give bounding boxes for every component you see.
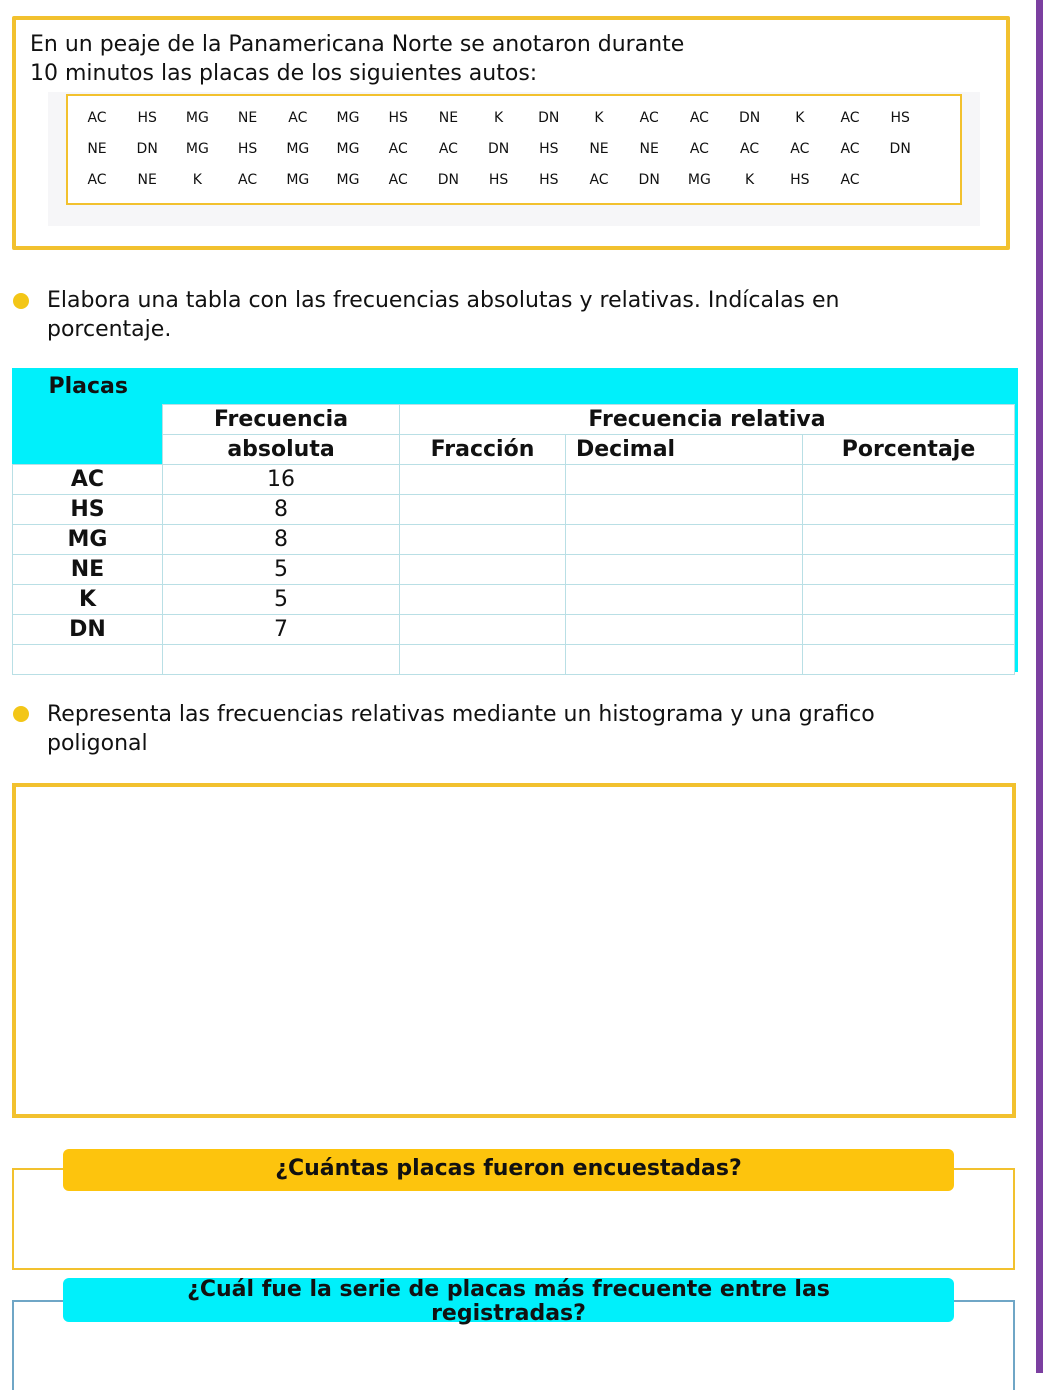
bullet-icon xyxy=(13,706,29,722)
row-label: AC xyxy=(13,464,163,494)
empty-cell xyxy=(566,644,803,674)
plate-code: AC xyxy=(639,110,659,126)
plate-code: DN xyxy=(487,141,510,157)
task2-line-2: poligonal xyxy=(47,731,148,756)
decimal-cell[interactable] xyxy=(566,584,803,614)
plate-code: AC xyxy=(388,141,408,157)
decimal-cell[interactable] xyxy=(566,464,803,494)
decimal-cell[interactable] xyxy=(566,494,803,524)
task1-line-2: porcentaje. xyxy=(47,317,172,342)
bullet-icon xyxy=(13,293,29,309)
plate-code: K xyxy=(745,172,755,188)
plate-code: NE xyxy=(639,141,659,157)
table-row xyxy=(13,494,1015,524)
plate-code: AC xyxy=(288,110,308,126)
plate-code: K xyxy=(594,110,604,126)
fraction-cell[interactable] xyxy=(400,614,566,644)
question2-line-2: registradas? xyxy=(431,1301,586,1326)
row-label: DN xyxy=(13,614,163,644)
plate-code: NE xyxy=(237,110,258,126)
task2-line-1: Representa las frecuencias relativas mediante un histograma y una grafico xyxy=(47,702,875,727)
task1-text xyxy=(47,286,840,344)
plate-code: AC xyxy=(840,141,860,157)
graph-answer-box[interactable] xyxy=(12,783,1016,1118)
row-label: NE xyxy=(13,554,163,584)
table-row xyxy=(13,524,1015,554)
table-row xyxy=(13,464,1015,494)
empty-cell xyxy=(13,644,163,674)
plates-list xyxy=(66,94,962,205)
header-freq-abs-2: absoluta xyxy=(163,434,400,464)
percentage-cell[interactable] xyxy=(803,554,1015,584)
intro-line-1: En un peaje de la Panamericana Norte se anotaron durante xyxy=(30,32,685,57)
question2-banner xyxy=(63,1277,954,1326)
plate-code: HS xyxy=(237,141,258,157)
empty-cell xyxy=(400,644,566,674)
plate-code: AC xyxy=(840,172,860,188)
plate-code: AC xyxy=(740,141,760,157)
header-decimal: Decimal xyxy=(566,434,803,464)
absolute-frequency: 5 xyxy=(163,584,400,614)
intro-line-2: 10 minutos las placas de los siguientes autos: xyxy=(30,61,538,86)
table-row xyxy=(13,614,1015,644)
fraction-cell[interactable] xyxy=(400,494,566,524)
plate-code: AC xyxy=(388,172,408,188)
table-row xyxy=(13,584,1015,614)
plate-code: AC xyxy=(238,172,258,188)
fraction-cell[interactable] xyxy=(400,554,566,584)
percentage-cell[interactable] xyxy=(803,464,1015,494)
task1-line-1: Elabora una tabla con las frecuencias absolutas y relativas. Indícalas en xyxy=(47,288,840,313)
plate-code: DN xyxy=(889,141,911,157)
intro-text xyxy=(30,30,910,88)
plate-code: HS xyxy=(790,172,810,188)
plate-code: DN xyxy=(437,172,460,188)
plate-code: HS xyxy=(488,172,509,188)
frequency-table xyxy=(12,368,1018,672)
plates-row-1 xyxy=(68,107,960,129)
fraction-cell[interactable] xyxy=(400,524,566,554)
header-porcentaje: Porcentaje xyxy=(803,434,1015,464)
plate-code: K xyxy=(795,110,805,126)
percentage-cell[interactable] xyxy=(803,524,1015,554)
plate-code: MG xyxy=(336,172,360,188)
plate-code: DN xyxy=(638,172,660,188)
decimal-cell[interactable] xyxy=(566,614,803,644)
absolute-frequency: 8 xyxy=(163,494,400,524)
fraction-cell[interactable] xyxy=(400,464,566,494)
row-label: K xyxy=(13,584,163,614)
plates-row-2 xyxy=(68,138,960,160)
empty-cell xyxy=(163,644,400,674)
plate-code: AC xyxy=(689,141,709,157)
plate-code: AC xyxy=(790,141,810,157)
plates-row-3 xyxy=(68,169,960,191)
plate-code: NE xyxy=(137,172,157,188)
question1-banner: ¿Cuántas placas fueron encuestadas? xyxy=(63,1149,954,1191)
absolute-frequency: 8 xyxy=(163,524,400,554)
absolute-frequency: 5 xyxy=(163,554,400,584)
plate-code: MG xyxy=(286,141,310,157)
header-fraccion: Fracción xyxy=(400,434,566,464)
plate-code: AC xyxy=(87,110,107,126)
row-label: MG xyxy=(13,524,163,554)
plate-code: K xyxy=(494,110,504,126)
plate-code: HS xyxy=(137,110,157,126)
percentage-cell[interactable] xyxy=(803,584,1015,614)
plate-code: DN xyxy=(538,110,560,126)
header-placas: Placas xyxy=(48,374,128,399)
row-label: HS xyxy=(13,494,163,524)
plate-code: DN xyxy=(738,110,761,126)
right-edge-bar xyxy=(1032,0,1058,1373)
plate-code: HS xyxy=(539,172,559,188)
plate-code: MG xyxy=(185,141,209,157)
plate-code: K xyxy=(192,172,202,188)
absolute-frequency: 16 xyxy=(163,464,400,494)
absolute-frequency: 7 xyxy=(163,614,400,644)
plate-code: AC xyxy=(438,141,458,157)
plate-code: AC xyxy=(589,172,609,188)
fraction-cell[interactable] xyxy=(400,584,566,614)
plate-code: MG xyxy=(336,110,360,126)
plate-code: AC xyxy=(87,172,107,188)
percentage-cell[interactable] xyxy=(803,494,1015,524)
task2-text xyxy=(47,700,875,758)
plate-code: NE xyxy=(438,110,459,126)
decimal-cell[interactable] xyxy=(566,554,803,584)
plate-code: MG xyxy=(336,141,360,157)
plate-code: MG xyxy=(185,110,209,126)
frequency-table-grid xyxy=(12,368,1015,675)
header-freq-abs-1: Frecuencia xyxy=(163,404,400,434)
plate-code: NE xyxy=(87,141,107,157)
plate-code: HS xyxy=(539,141,559,157)
empty-cell xyxy=(803,644,1015,674)
purple-stripe xyxy=(1036,0,1043,1373)
decimal-cell[interactable] xyxy=(566,524,803,554)
header-freq-rel: Frecuencia relativa xyxy=(400,404,1015,434)
plate-code: DN xyxy=(136,141,158,157)
plate-code: NE xyxy=(589,141,609,157)
percentage-cell[interactable] xyxy=(803,614,1015,644)
question2-line-1: ¿Cuál fue la serie de placas más frecuente entre las xyxy=(187,1277,830,1302)
plate-code: HS xyxy=(388,110,408,126)
table-row xyxy=(13,554,1015,584)
plate-code: HS xyxy=(890,110,910,126)
plate-code: MG xyxy=(687,172,711,188)
plate-code: AC xyxy=(689,110,709,126)
plate-code: AC xyxy=(840,110,860,126)
plate-code: MG xyxy=(286,172,310,188)
